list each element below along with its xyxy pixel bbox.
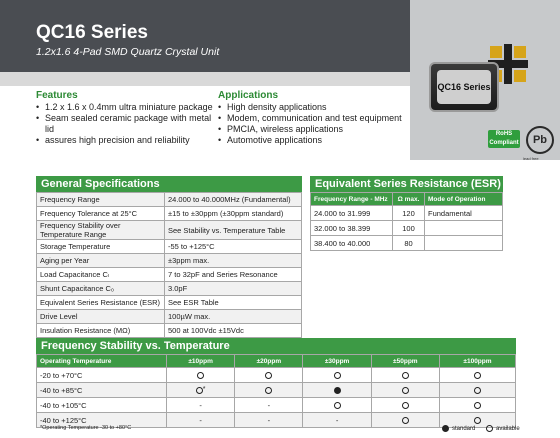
spec-value: See ESR Table <box>165 296 302 310</box>
application-item: • Modem, communication and test equipment <box>218 113 408 124</box>
lead-free-label: lead free <box>523 156 539 161</box>
footnote-marker: * <box>202 385 206 393</box>
fs-header-100ppm: ±100ppm <box>439 355 515 368</box>
fs-cell <box>371 398 439 413</box>
spec-row <box>37 310 302 324</box>
application-item: • Automotive applications <box>218 135 408 146</box>
esr-frequency: 24.000 to 31.999 <box>311 206 393 221</box>
lead-free-icon: Pb <box>526 126 554 154</box>
fs-cell: - <box>303 413 371 428</box>
spec-row <box>37 221 302 240</box>
general-specs-title: General Specifications <box>36 176 302 192</box>
fs-temp-range: -20 to +70°C <box>37 368 167 383</box>
spec-value: See Stability vs. Temperature Table <box>165 221 302 240</box>
esr-row <box>311 221 503 236</box>
legend-available <box>486 425 520 432</box>
application-item: • High density applications <box>218 102 408 113</box>
fs-header-30ppm: ±30ppm <box>303 355 371 368</box>
fs-row <box>37 383 516 398</box>
available-dot-icon <box>334 402 341 409</box>
esr-mode <box>425 221 503 236</box>
spec-label: Load Capacitance Cₗ <box>37 268 165 282</box>
applications-list <box>218 102 408 146</box>
freq-stability-title: Frequency Stability vs. Temperature <box>36 338 516 354</box>
esr-mode <box>425 236 503 251</box>
fs-cell <box>235 368 303 383</box>
fs-header-10ppm: ±10ppm <box>167 355 235 368</box>
spec-value: 3.0pF <box>165 282 302 296</box>
fs-cell: - <box>167 398 235 413</box>
available-dot-icon <box>402 402 409 409</box>
spec-row <box>37 296 302 310</box>
esr-ohm: 120 <box>393 206 425 221</box>
spec-label: Equivalent Series Resistance (ESR) <box>37 296 165 310</box>
spec-label: Drive Level <box>37 310 165 324</box>
page-subtitle: 1.2x1.6 4-Pad SMD Quartz Crystal Unit <box>36 46 220 58</box>
spec-label: Frequency Stability over Temperature Range <box>37 221 165 240</box>
applications-title: Applications <box>218 90 279 101</box>
fs-cell <box>303 398 371 413</box>
fs-temp-range: -40 to +125°C <box>37 413 167 428</box>
spec-value: 24.000 to 40.000MHz (Fundamental) <box>165 193 302 207</box>
fs-cell <box>371 368 439 383</box>
freq-stability-table <box>36 354 516 428</box>
fs-row <box>37 398 516 413</box>
available-dot-icon <box>402 417 409 424</box>
available-dot-icon <box>474 387 481 394</box>
esr-frequency: 32.000 to 38.399 <box>311 221 393 236</box>
general-specs-table <box>36 192 302 338</box>
filled-dot-icon <box>442 425 449 432</box>
spec-value: ±15 to ±30ppm (±30ppm standard) <box>165 207 302 221</box>
esr-frequency: 38.400 to 40.000 <box>311 236 393 251</box>
fs-cell: - <box>235 413 303 428</box>
esr-header-frequency: Frequency Range - MHz <box>311 193 393 206</box>
spec-row <box>37 240 302 254</box>
legend-standard <box>442 425 475 432</box>
esr-mode: Fundamental <box>425 206 503 221</box>
fs-cell: - <box>167 413 235 428</box>
esr-title: Equivalent Series Resistance (ESR) <box>310 176 503 192</box>
available-dot-icon <box>474 417 481 424</box>
fs-cell <box>439 383 515 398</box>
spec-row <box>37 324 302 338</box>
spec-value: -55 to +125°C <box>165 240 302 254</box>
features-title: Features <box>36 90 78 101</box>
rohs-badge-label: RoHS Compliant <box>489 131 519 146</box>
fs-cell <box>303 368 371 383</box>
available-dot-icon <box>265 387 272 394</box>
spec-label: Frequency Tolerance at 25°C <box>37 207 165 221</box>
header-underline-band <box>0 72 410 86</box>
chip-label: QC16 Series <box>437 70 491 104</box>
esr-header-mode: Mode of Operation <box>425 193 503 206</box>
fs-cell <box>235 383 303 398</box>
available-dot-icon <box>334 372 341 379</box>
spec-label: Insulation Resistance (MΩ) <box>37 324 165 338</box>
spec-value: 100µW max. <box>165 310 302 324</box>
fs-row <box>37 368 516 383</box>
available-dot-icon <box>196 387 203 394</box>
esr-header-ohm: Ω max. <box>393 193 425 206</box>
feature-item: • assures high precision and reliability <box>36 135 216 146</box>
spec-label: Aging per Year <box>37 254 165 268</box>
spec-row <box>37 254 302 268</box>
page-title: QC16 Series <box>36 22 148 43</box>
spec-row <box>37 193 302 207</box>
available-dot-icon <box>474 372 481 379</box>
freq-stability-footnote: *Operating Temperature -30 to +80°C <box>40 425 132 431</box>
spec-row <box>37 268 302 282</box>
legend-standard-label: standard <box>452 425 476 432</box>
spec-row <box>37 282 302 296</box>
available-dot-icon <box>265 372 272 379</box>
fs-header-temp: Operating Temperature <box>37 355 167 368</box>
standard-dot-icon <box>334 387 341 394</box>
available-dot-icon <box>474 402 481 409</box>
fs-header-50ppm: ±50ppm <box>371 355 439 368</box>
fs-cell <box>371 413 439 428</box>
spec-label: Shunt Capacitance C₀ <box>37 282 165 296</box>
spec-value: ±3ppm max. <box>165 254 302 268</box>
esr-row <box>311 236 503 251</box>
fs-cell: - <box>235 398 303 413</box>
spec-label: Storage Temperature <box>37 240 165 254</box>
esr-table <box>310 192 503 251</box>
application-item: • PMCIA, wireless applications <box>218 124 408 135</box>
available-dot-icon <box>402 387 409 394</box>
fs-cell <box>303 383 371 398</box>
spec-value: 500 at 100Vdc ±15Vdc <box>165 324 302 338</box>
spec-row <box>37 207 302 221</box>
legend-available-label: available <box>496 425 520 432</box>
spec-label: Frequency Range <box>37 193 165 207</box>
feature-item: • Seam sealed ceramic package with metal lid <box>36 113 216 135</box>
fs-cell <box>439 398 515 413</box>
rohs-badge-icon <box>488 130 520 154</box>
open-dot-icon <box>486 425 493 432</box>
available-dot-icon <box>402 372 409 379</box>
feature-item: • 1.2 x 1.6 x 0.4mm ultra miniature package <box>36 102 216 113</box>
fs-header-20ppm: ±20ppm <box>235 355 303 368</box>
fs-cell <box>167 368 235 383</box>
fs-temp-range: -40 to +105°C <box>37 398 167 413</box>
available-dot-icon <box>197 372 204 379</box>
esr-ohm: 80 <box>393 236 425 251</box>
fs-temp-range: -40 to +85°C <box>37 383 167 398</box>
fs-cell <box>167 383 235 398</box>
spec-value: 7 to 32pF and Series Resonance <box>165 268 302 282</box>
esr-ohm: 100 <box>393 221 425 236</box>
fs-cell <box>371 383 439 398</box>
fs-cell <box>439 368 515 383</box>
features-list <box>36 102 216 146</box>
esr-row <box>311 206 503 221</box>
